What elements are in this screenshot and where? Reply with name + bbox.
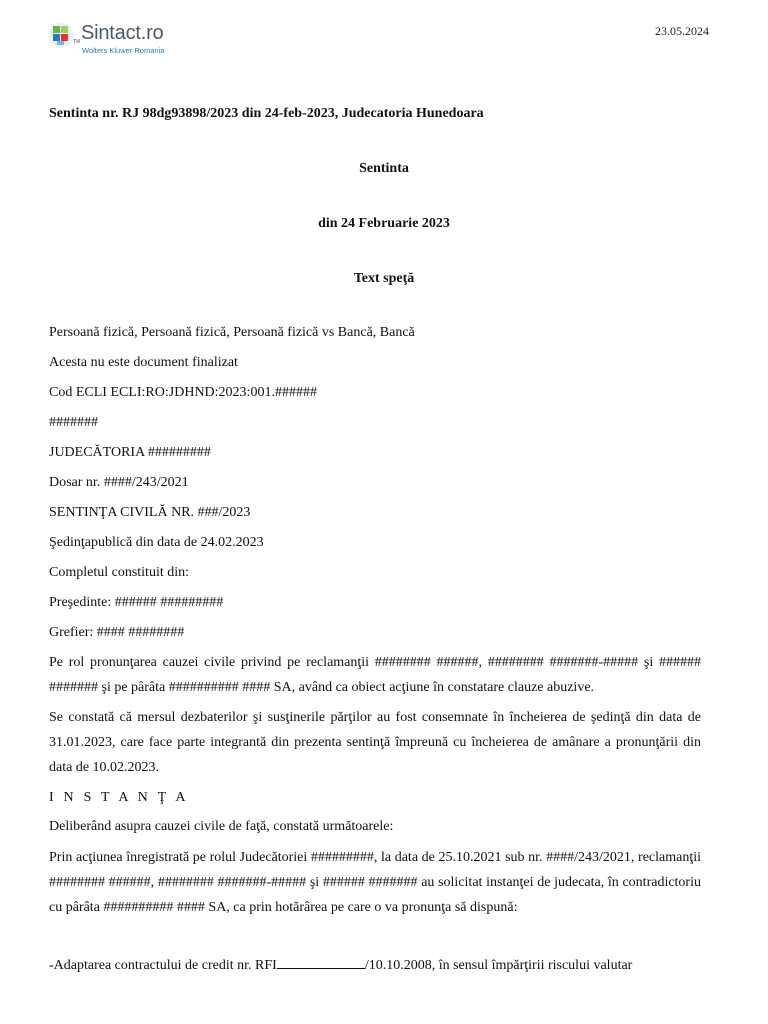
paragraph-deliberand: Deliberând asupra cauzei civile de faţă, constată următoarele: [49, 819, 394, 834]
logo-name: Sintact.ro [81, 22, 164, 44]
clerk-line: Grefier: #### ######## [49, 625, 185, 640]
print-date: 23.05.2024 [655, 24, 709, 38]
instanta-heading: I N S T A N Ţ A [49, 790, 189, 805]
blank-underline [277, 956, 365, 969]
file-number-line: Dosar nr. ####/243/2021 [49, 475, 189, 490]
ecli-line: Cod ECLI ECLI:RO:JDHND:2023:001.###### [49, 385, 317, 400]
document-title: Sentinta nr. RJ 98dg93898/2023 din 24-feb-2023, Judecatoria Hunedoara [49, 106, 484, 121]
paragraph-dezbateri: Se constată că mersul dezbaterilor şi susţinerile părţilor au fost consemnate în încheierea de şedinţă din data de 31.01.2023, care face parte integrantă din prezenta sentinţă împreună cu încheierea de amânare a pronunţării din data de 10.02.2023. [49, 710, 701, 775]
hearing-line: Şedinţapublică din data de 24.02.2023 [49, 535, 264, 550]
panel-line: Completul constituit din: [49, 565, 189, 580]
heading-text-speta: Text speţă [353, 271, 415, 286]
paragraph-actiune: Prin acţiunea înregistrată pe rolul Judecătoriei #########, la data de 25.10.2021 sub nr. ####/243/2021, reclamanţii ######## ######, ######## #######-##### şi ###### ####### au solicitat instanţei de judecata, în contradictoriu cu pârâta ########## #### SA, ca prin hotărârea pe care o va pronunţa să dispună: [49, 850, 701, 915]
parties-line: Persoană fizică, Persoană fizică, Persoană fizică vs Bancă, Bancă [49, 325, 415, 340]
logo-subtitle: Wolters Kluwer Romania [82, 46, 165, 55]
adaptare-text-start: -Adaptarea contractului de credit nr. RFI [49, 958, 277, 973]
court-line: JUDECĂTORIA ######### [49, 445, 211, 460]
heading-date: din 24 Februarie 2023 [318, 216, 450, 231]
sentence-number-line: SENTINŢA CIVILĂ NR. ###/2023 [49, 505, 251, 520]
paragraph-adaptare [49, 956, 632, 974]
adaptare-text-end: /10.10.2008, în sensul împărţirii riscului valutar [364, 958, 633, 973]
paragraph-pronuntare: Pe rol pronunţarea cauzei civile privind pe reclamanţii ######## ######, ######## #######-##### şi ###### ####### şi pe pârâta ########## #### SA, având ca obiect acţiune în constatare clauze abuzive. [49, 655, 701, 695]
hidden-line: ####### [49, 415, 98, 430]
page-header [0, 0, 768, 70]
status-line: Acesta nu este document finalizat [49, 355, 238, 370]
president-line: Preşedinte: ###### ######### [49, 595, 224, 610]
logo-trademark: TM [73, 39, 81, 45]
sintact-logo[interactable] [48, 20, 188, 60]
sintact-logo-icon [48, 22, 74, 48]
heading-sentinta: Sentinta [359, 161, 409, 176]
